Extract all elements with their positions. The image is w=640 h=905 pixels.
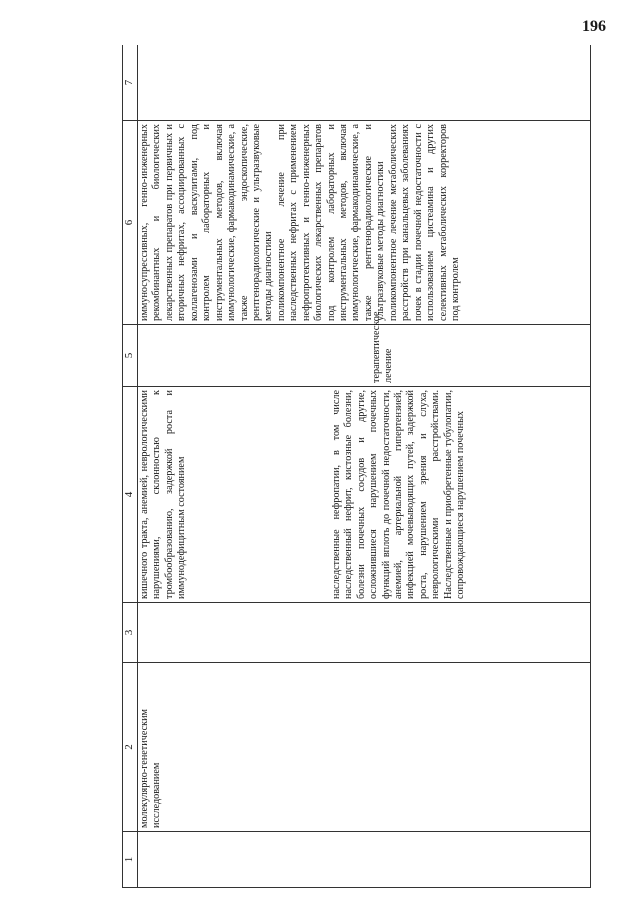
treatment-method-3: поликомпонентное лечение метаболических расстройств при канальцевых заболеваниях почек в стадии почечной недостаточности с использованием цистеамина и других селективных метаболических корректоров под контролем [387,124,461,321]
cell-col-2 [138,663,591,832]
rotated-table-wrapper [122,45,592,888]
cell-col-6 [138,121,591,325]
header-col-4: 4 [123,387,138,603]
diagnosis-text-1: кишечного тракта, анемией, неврологическими нарушениями, склонностью к тромбообразованию, задержкой роста и иммунодефицитным состоянием [139,390,188,599]
diagnosis-text-2: наследственные нефропатии, в том числе наследственный нефрит, кистозные болезни, болезни почечных сосудов и другие, осложнившиеся нарушением почечных функций вплоть до почечной недостаточности, анемией, артериальной гипертензией, инфекцией мочевыводящих путей, задержкой роста, нарушением зрения и слуха, неврологическими расстройствами. Наследственные и приобретенные тубулопатии, сопровождающиеся нарушением почечных [330,390,467,599]
medical-care-table [122,45,591,888]
header-col-7: 7 [123,45,138,121]
header-row [123,45,138,888]
table-row [138,45,591,888]
cell-col-7 [138,45,591,121]
treatment-method-2: поликомпонентное лечение при наследственных нефритах с применением нефропротективных и генно-инженерных биологических лекарственных препаратов под контролем лабораторных и инструментальных методов, включая иммунологические, фармакодинамические, а также рентгенорадиологические и ультразвуковые методы диагностики [275,124,387,321]
header-col-6: 6 [123,121,138,325]
cell-col-4 [138,387,591,603]
page-number: 196 [582,18,606,35]
method-text: молекулярно-генетическим исследованием [139,709,163,828]
rotated-table-container [122,45,592,888]
header-col-3: 3 [123,603,138,663]
header-col-2: 2 [123,663,138,832]
treatment-method-1: иммуносупрессивных, генно-инженерных рекомбинантных и биологических лекарственных препаратов при первичных и вторичных нефритах, ассоциированных с коллагенозами и васкулитами, под контролем лабораторных и инструментальных методов, включая иммунологические, фармакодинамические, а также эндоскопические, рентгенорадиологические и ультразвуковые методы диагностики [139,124,275,321]
cell-col-3 [138,603,591,663]
cell-col-1 [138,832,591,888]
header-col-1: 1 [123,832,138,888]
treatment-type: терапевтическое лечение [371,311,395,383]
cell-col-5 [138,311,591,387]
header-col-5: 5 [123,325,138,387]
